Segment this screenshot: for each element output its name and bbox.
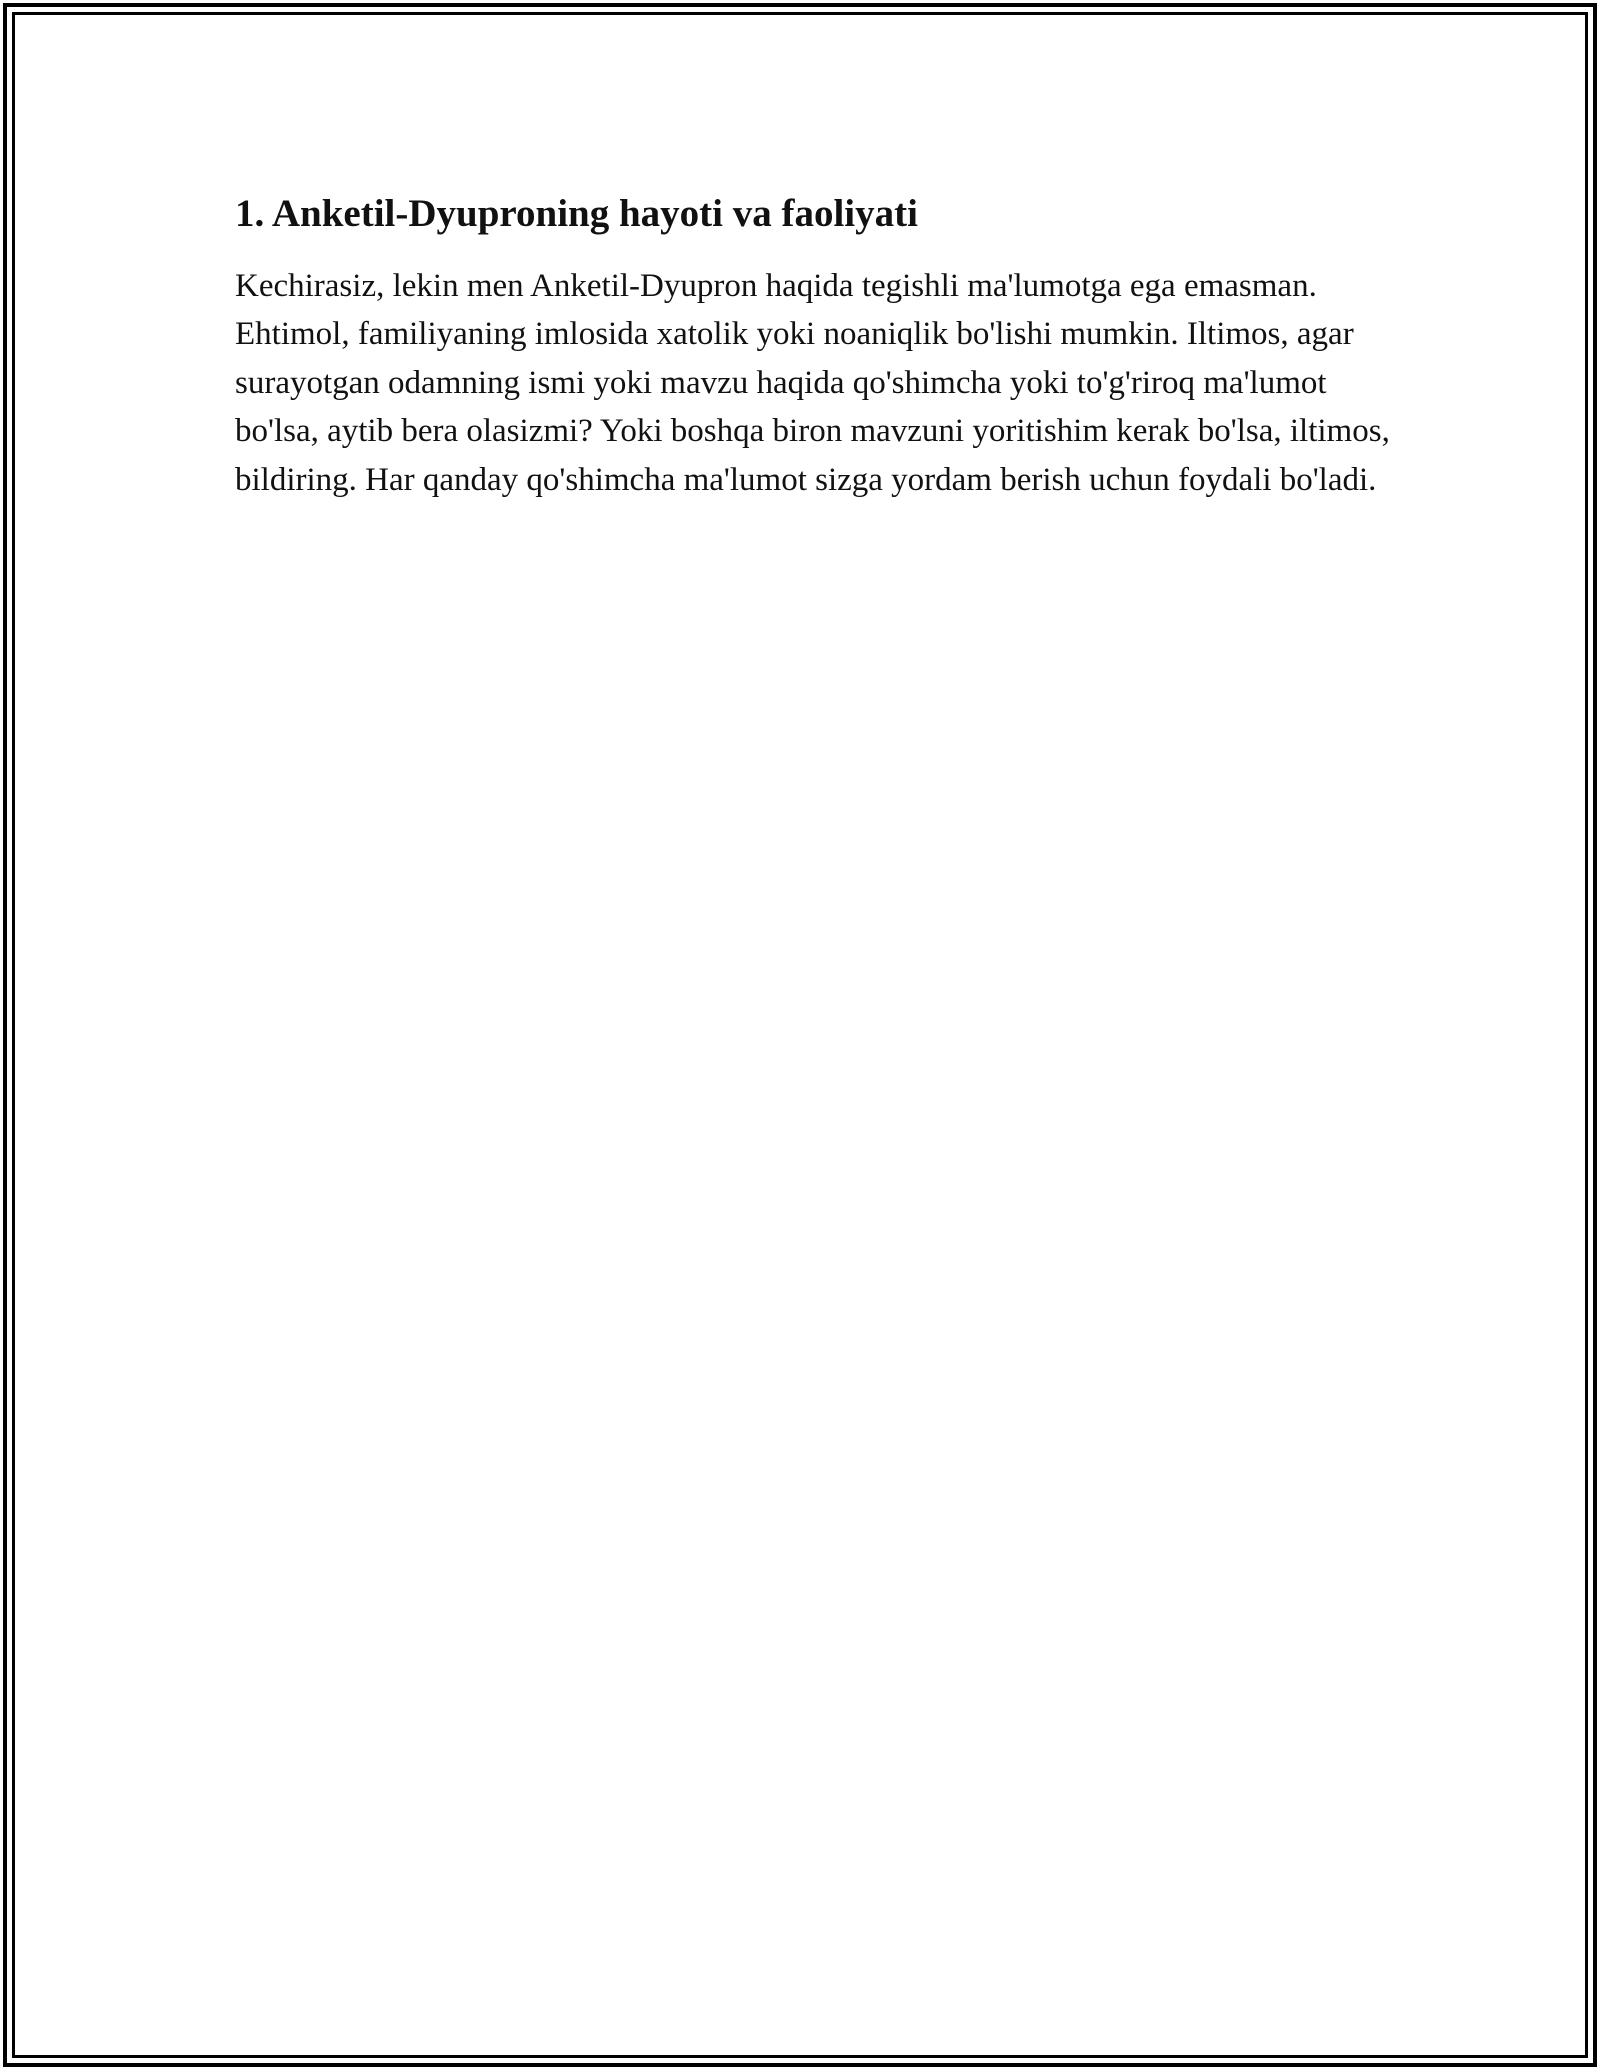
section-heading: 1. Anketil-Dyuproning hayoti va faoliyati — [235, 192, 918, 235]
document-body — [235, 186, 1415, 504]
body-paragraph: Kechirasiz, lekin men Anketil-Dyupron haqida tegishli ma'lumotga ega emasman. Ehtimol, familiyaning imlosida xatolik yoki noaniqlik bo'lishi mumkin. Iltimos, agar surayotgan odamning ismi yoki mavzu haqida qo'shimcha yoki to'g'riroq ma'lumot bo'lsa, aytib bera olasizmi? Yoki boshqa biron mavzuni yoritishim kerak bo'lsa, iltimos, bildiring. Har qanday qo'shimcha ma'lumot sizga yordam berish uchun foydali bo'ladi. — [235, 268, 1390, 498]
